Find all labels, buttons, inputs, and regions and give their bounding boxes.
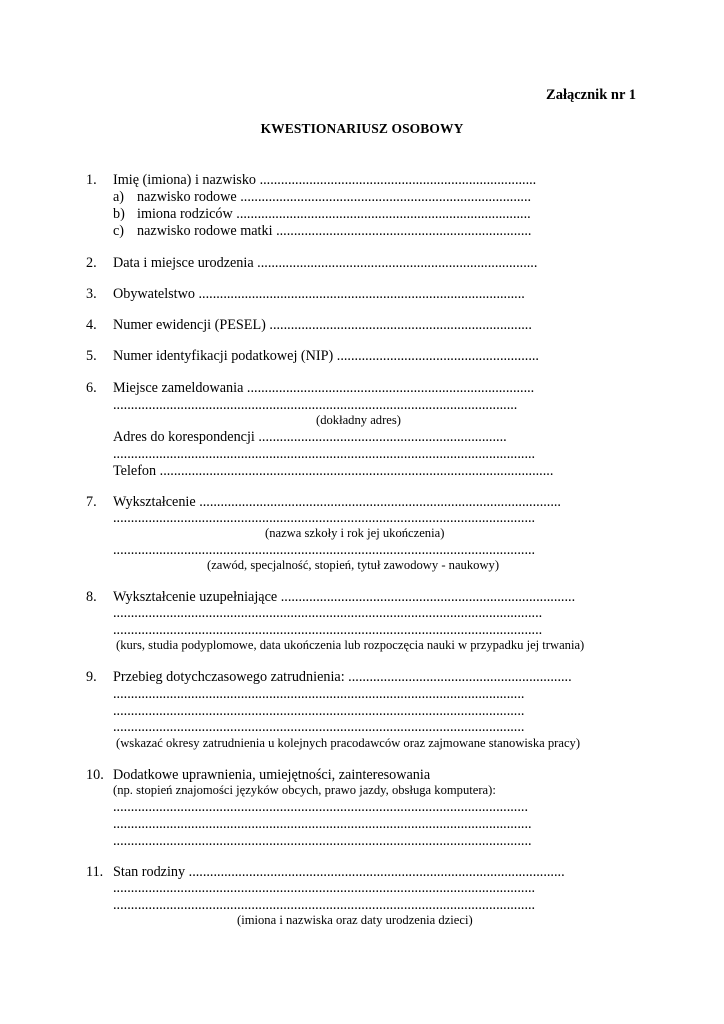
sub-letter-b: b) — [113, 206, 125, 222]
item-number-10: 10. — [86, 767, 104, 783]
item-number-1: 1. — [86, 172, 97, 188]
additional-skills-label: Dodatkowe uprawnienia, umiejętności, zainteresowania — [113, 767, 431, 783]
item-number-7: 7. — [86, 494, 97, 510]
supplementary-education-line-2[interactable]: ......................................................................................................................... — [113, 605, 543, 621]
education-note-profession: (zawód, specjalność, stopień, tytuł zawodowy - naukowy) — [207, 558, 500, 572]
page-title: KWESTIONARIUSZ OSOBOWY — [260, 121, 464, 136]
education-note-school: (nazwa szkoły i rok jej ukończenia) — [265, 526, 445, 540]
item-number-4: 4. — [86, 317, 97, 333]
residence-note: (dokładny adres) — [316, 413, 401, 427]
item-number-8: 8. — [86, 589, 97, 605]
mother-maiden-name-field[interactable]: nazwisko rodowe matki ........................................................................ — [137, 223, 532, 239]
family-status-field[interactable]: Stan rodziny .......................................................................................................... — [113, 864, 565, 880]
attachment-label: Załącznik nr 1 — [546, 87, 636, 103]
education-field-line-3[interactable]: ....................................................................................................................... — [113, 542, 536, 558]
employment-history-note: (wskazać okresy zatrudnienia u kolejnych pracodawców oraz zajmowane stanowiska pracy) — [116, 736, 581, 750]
family-status-note: (imiona i nazwiska oraz daty urodzenia dzieci) — [237, 913, 473, 927]
pesel-field[interactable]: Numer ewidencji (PESEL) .......................................................................... — [113, 317, 532, 333]
item-number-3: 3. — [86, 286, 97, 302]
item-number-6: 6. — [86, 380, 97, 396]
item-number-5: 5. — [86, 348, 97, 364]
name-field[interactable]: Imię (imiona) i nazwisko .............................................................................. — [113, 172, 537, 188]
supplementary-education-line-3[interactable]: ......................................................................................................................... — [113, 622, 543, 638]
nip-field[interactable]: Numer identyfikacji podatkowej (NIP) ......................................................... — [113, 348, 539, 364]
correspondence-address-field[interactable]: Adres do korespondencji ...................................................................... — [113, 429, 507, 445]
family-status-line-3[interactable]: ....................................................................................................................... — [113, 897, 536, 913]
item-number-9: 9. — [86, 669, 97, 685]
citizenship-field[interactable]: Obywatelstwo ............................................................................................ — [113, 286, 525, 302]
sub-letter-a: a) — [113, 189, 125, 205]
phone-field[interactable]: Telefon ............................................................................................................... — [113, 463, 554, 479]
parents-names-field[interactable]: imiona rodziców ................................................................................... — [137, 206, 531, 222]
item-number-2: 2. — [86, 255, 97, 271]
employment-history-field[interactable]: Przebieg dotychczasowego zatrudnienia: ............................................................... — [113, 669, 572, 685]
residence-field-line-2[interactable]: .................................................................................................................. — [113, 397, 518, 413]
additional-skills-line-3[interactable]: ...................................................................................................................... — [113, 833, 532, 849]
employment-history-line-3[interactable]: .................................................................................................................... — [113, 703, 525, 719]
family-status-line-2[interactable]: ....................................................................................................................... — [113, 880, 536, 896]
education-field[interactable]: Wykształcenie ...................................................................................................... — [113, 494, 561, 510]
maiden-name-field[interactable]: nazwisko rodowe .................................................................................. — [137, 189, 532, 205]
supplementary-education-field[interactable]: Wykształcenie uzupełniające ................................................................................... — [113, 589, 576, 605]
education-field-line-2[interactable]: ....................................................................................................................... — [113, 510, 536, 526]
additional-skills-note: (np. stopień znajomości języków obcych, prawo jazdy, obsługa komputera): — [113, 783, 496, 797]
employment-history-line-2[interactable]: .................................................................................................................... — [113, 686, 525, 702]
item-number-11: 11. — [86, 864, 104, 880]
correspondence-address-line-2[interactable]: ....................................................................................................................... — [113, 446, 536, 462]
birth-date-place-field[interactable]: Data i miejsce urodzenia ............................................................................... — [113, 255, 538, 271]
supplementary-education-note: (kurs, studia podyplomowe, data ukończenia lub rozpoczęcia nauki w przypadku jej trwania) — [116, 638, 585, 652]
additional-skills-line-1[interactable]: ..................................................................................................................... — [113, 799, 528, 815]
employment-history-line-4[interactable]: .................................................................................................................... — [113, 719, 525, 735]
residence-field[interactable]: Miejsce zameldowania ................................................................................. — [113, 380, 535, 396]
sub-letter-c: c) — [113, 223, 125, 239]
additional-skills-line-2[interactable]: ...................................................................................................................... — [113, 816, 532, 832]
